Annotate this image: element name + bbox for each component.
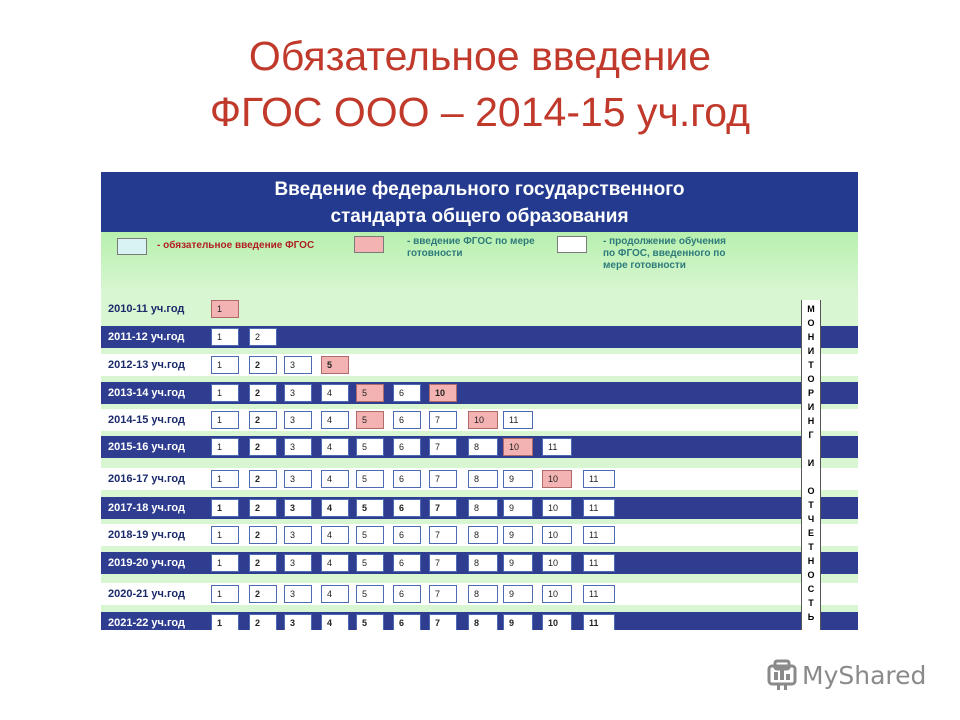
table-row xyxy=(101,468,858,490)
grade-cell: 3 xyxy=(284,411,312,429)
grade-cell: 8 xyxy=(468,585,498,603)
grade-cell: 3 xyxy=(284,470,312,488)
grade-cell: 7 xyxy=(429,438,457,456)
myshared-watermark xyxy=(766,656,926,694)
grade-cell: 3 xyxy=(284,585,312,603)
grade-cell: 11 xyxy=(583,526,615,544)
grade-cell: 4 xyxy=(321,384,349,402)
grade-cell: 10 xyxy=(542,585,572,603)
monitoring-letter: О xyxy=(807,374,815,384)
grade-cell: 11 xyxy=(583,554,615,572)
row-year-label: 2015-16 уч.год xyxy=(108,441,185,453)
monitoring-letter: И xyxy=(807,402,815,412)
grade-cell: 10 xyxy=(503,438,533,456)
grade-cell: 6 xyxy=(393,411,421,429)
grade-cell: 9 xyxy=(503,470,533,488)
slide-title xyxy=(0,28,960,140)
grade-cell: 4 xyxy=(321,499,349,517)
grade-cell: 2 xyxy=(249,438,277,456)
grade-cell: 10 xyxy=(542,526,572,544)
row-year-label: 2021-22 уч.год xyxy=(108,617,185,629)
grade-cell: 9 xyxy=(503,499,533,517)
row-year-label: 2017-18 уч.год xyxy=(108,502,185,514)
monitoring-letter: Т xyxy=(808,360,814,370)
table-header xyxy=(101,172,858,232)
monitoring-letter: О xyxy=(807,318,815,328)
grade-cell: 3 xyxy=(284,554,312,572)
grade-cell: 1 xyxy=(211,300,239,318)
monitoring-letter: С xyxy=(807,584,815,594)
table-row xyxy=(101,354,858,376)
grade-cell: 10 xyxy=(468,411,498,429)
row-year-label: 2014-15 уч.год xyxy=(108,414,185,426)
grade-cell: 3 xyxy=(284,526,312,544)
grade-cell: 6 xyxy=(393,470,421,488)
title-line-1: Обязательное введение xyxy=(248,33,712,79)
grade-cell: 4 xyxy=(321,470,349,488)
grade-cell: 1 xyxy=(211,438,239,456)
grade-cell: 1 xyxy=(211,411,239,429)
monitoring-letter: Е xyxy=(807,528,814,538)
grade-cell: 2 xyxy=(249,554,277,572)
grade-cell: 2 xyxy=(249,526,277,544)
grade-cell: 8 xyxy=(468,438,498,456)
row-year-label: 2013-14 уч.год xyxy=(108,387,185,399)
grade-cell: 4 xyxy=(321,438,349,456)
title-line-2: ФГОС ООО – 2014-15 уч.год xyxy=(209,89,751,135)
grade-cell: 1 xyxy=(211,328,239,346)
grade-cell: 9 xyxy=(503,554,533,572)
grade-cell: 5 xyxy=(356,384,384,402)
grade-cell: 9 xyxy=(503,585,533,603)
monitoring-letter: О xyxy=(807,486,815,496)
grade-cell: 5 xyxy=(356,438,384,456)
monitoring-letter: Н xyxy=(807,416,815,426)
grade-cell: 8 xyxy=(468,470,498,488)
row-year-label: 2012-13 уч.год xyxy=(108,359,185,371)
grade-cell: 7 xyxy=(429,499,457,517)
table-row xyxy=(101,612,858,630)
monitoring-letter: М xyxy=(807,304,815,314)
grade-cell: 5 xyxy=(321,356,349,374)
monitoring-letter: Ч xyxy=(807,514,815,524)
grade-cell: 4 xyxy=(321,585,349,603)
grade-cell: 6 xyxy=(393,585,421,603)
monitoring-letter: Т xyxy=(808,500,814,510)
grade-cell: 8 xyxy=(468,554,498,572)
row-year-label: 2020-21 уч.год xyxy=(108,588,185,600)
grade-cell: 3 xyxy=(284,438,312,456)
table-header-line-2: стандарта общего образования xyxy=(330,206,629,227)
grade-cell: 5 xyxy=(356,585,384,603)
grade-cell: 7 xyxy=(429,411,457,429)
grade-cell: 11 xyxy=(583,614,615,630)
grade-cell: 8 xyxy=(468,614,498,630)
table-row xyxy=(101,298,858,320)
table-row xyxy=(101,583,858,605)
grade-cell: 3 xyxy=(284,384,312,402)
row-year-label: 2018-19 уч.год xyxy=(108,529,185,541)
grade-cell: 1 xyxy=(211,614,239,630)
monitoring-letter: И xyxy=(807,458,815,468)
legend-text-readiness: - введение ФГОС по мере готовности xyxy=(407,236,535,259)
grade-cell: 7 xyxy=(429,526,457,544)
monitoring-letter: Н xyxy=(807,556,815,566)
legend-swatch-mandatory xyxy=(117,238,147,255)
grade-cell: 11 xyxy=(583,470,615,488)
grade-cell: 2 xyxy=(249,499,277,517)
legend-text-continuation: - продолжение обучения по ФГОС, введенного по мере готовности xyxy=(603,236,726,271)
grade-cell: 2 xyxy=(249,614,277,630)
grade-cell: 9 xyxy=(503,526,533,544)
grade-cell: 5 xyxy=(356,411,384,429)
grade-cell: 7 xyxy=(429,585,457,603)
grade-cell: 10 xyxy=(542,554,572,572)
monitoring-column xyxy=(801,300,821,630)
grade-cell: 4 xyxy=(321,526,349,544)
fgos-schedule-table xyxy=(101,172,858,630)
monitoring-letter: О xyxy=(807,570,815,580)
table-row xyxy=(101,326,858,348)
legend xyxy=(101,232,858,294)
grade-cell: 10 xyxy=(542,499,572,517)
grade-cell: 1 xyxy=(211,585,239,603)
table-row xyxy=(101,552,858,574)
monitoring-letter: И xyxy=(807,346,815,356)
grade-cell: 2 xyxy=(249,356,277,374)
grade-cell: 2 xyxy=(249,328,277,346)
grade-cell: 6 xyxy=(393,554,421,572)
grade-cell: 1 xyxy=(211,554,239,572)
grade-cell: 8 xyxy=(468,526,498,544)
myshared-logo-icon xyxy=(766,659,798,691)
grade-cell: 7 xyxy=(429,554,457,572)
monitoring-letter: Р xyxy=(807,388,814,398)
grade-cell: 10 xyxy=(429,384,457,402)
grade-cell: 7 xyxy=(429,470,457,488)
grade-cell: 3 xyxy=(284,356,312,374)
table-row xyxy=(101,524,858,546)
grade-cell: 6 xyxy=(393,614,421,630)
row-year-label: 2019-20 уч.год xyxy=(108,557,185,569)
table-header-line-1: Введение федерального государственного xyxy=(274,179,685,200)
grade-cell: 3 xyxy=(284,614,312,630)
grade-cell: 5 xyxy=(356,470,384,488)
monitoring-letter: Ь xyxy=(807,612,815,622)
grade-cell: 2 xyxy=(249,384,277,402)
grade-cell: 6 xyxy=(393,526,421,544)
table-row xyxy=(101,436,858,458)
legend-swatch-continuation xyxy=(557,236,587,253)
grade-cell: 6 xyxy=(393,499,421,517)
grade-cell: 11 xyxy=(583,499,615,517)
grade-cell: 9 xyxy=(503,614,533,630)
monitoring-letter: Т xyxy=(808,542,814,552)
grade-cell: 1 xyxy=(211,526,239,544)
grade-cell: 5 xyxy=(356,526,384,544)
grade-cell: 2 xyxy=(249,411,277,429)
grade-cell: 5 xyxy=(356,614,384,630)
grade-cell: 11 xyxy=(503,411,533,429)
grade-cell: 5 xyxy=(356,554,384,572)
grade-cell: 1 xyxy=(211,499,239,517)
grade-cell: 6 xyxy=(393,438,421,456)
monitoring-letter: Г xyxy=(808,430,814,440)
table-row xyxy=(101,497,858,519)
grade-cell: 11 xyxy=(542,438,572,456)
grade-cell: 2 xyxy=(249,585,277,603)
grade-cell: 10 xyxy=(542,470,572,488)
grade-cell: 1 xyxy=(211,470,239,488)
grade-cell: 4 xyxy=(321,614,349,630)
legend-swatch-readiness xyxy=(354,236,384,253)
grade-cell: 4 xyxy=(321,411,349,429)
grade-cell: 1 xyxy=(211,356,239,374)
row-year-label: 2011-12 уч.год xyxy=(108,331,185,343)
monitoring-letter: Т xyxy=(808,598,814,608)
row-year-label: 2016-17 уч.год xyxy=(108,473,185,485)
row-year-label: 2010-11 уч.год xyxy=(108,303,185,315)
grade-cell: 7 xyxy=(429,614,457,630)
grade-cell: 4 xyxy=(321,554,349,572)
monitoring-letter: Н xyxy=(807,332,815,342)
grade-cell: 1 xyxy=(211,384,239,402)
table-row xyxy=(101,382,858,404)
grade-cell: 6 xyxy=(393,384,421,402)
legend-text-mandatory: - обязательное введение ФГОС xyxy=(157,240,315,251)
grade-cell: 11 xyxy=(583,585,615,603)
grade-cell: 2 xyxy=(249,470,277,488)
watermark-text: MyShared xyxy=(802,660,927,690)
grade-cell: 5 xyxy=(356,499,384,517)
grade-cell: 3 xyxy=(284,499,312,517)
table-row xyxy=(101,409,858,431)
grade-cell: 8 xyxy=(468,499,498,517)
grade-cell: 10 xyxy=(542,614,572,630)
